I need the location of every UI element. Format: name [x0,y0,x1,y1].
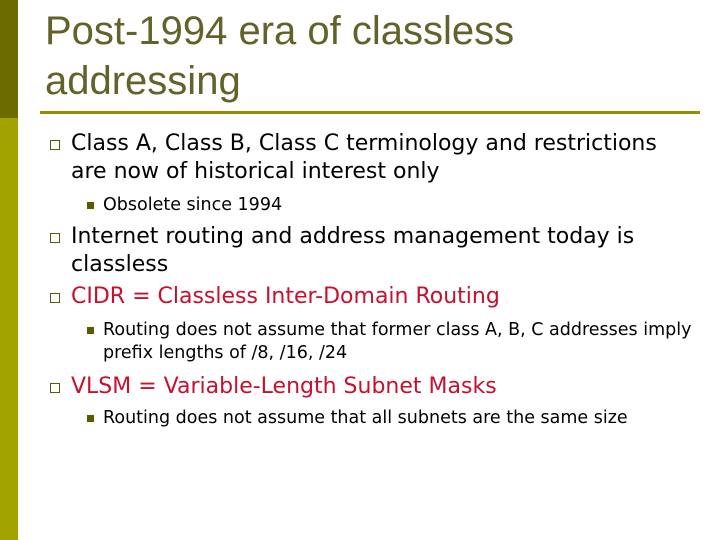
slide-title: Post-1994 era of classless addressing [45,9,515,103]
sub-bullet-item [45,194,695,217]
bullet-text: CIDR = Classless Inter-Domain Routing [71,284,500,309]
sub-bullet-item [45,407,695,430]
hollow-square-bullet-icon [50,383,60,393]
bullet-item-highlighted [45,373,695,401]
bullet-text: Class A, Class B, Class C terminology and restrictions are now of historical interest only [71,131,657,184]
sub-bullet-text: Obsolete since 1994 [103,195,283,215]
hollow-square-bullet-icon [50,293,60,303]
sub-bullet-text: Routing does not assume that former class A, B, C addresses imply prefix lengths of /8, /16, /24 [103,320,692,363]
filled-square-bullet-icon [87,415,94,422]
filled-square-bullet-icon [87,327,94,334]
title-divider [40,111,700,114]
bullet-list [45,130,695,430]
bullet-item-highlighted [45,283,695,311]
bullet-item [45,223,695,279]
bullet-text: Internet routing and address management today is classless [71,224,635,277]
sub-bullet-text: Routing does not assume that all subnets are the same size [103,408,628,428]
hollow-square-bullet-icon [50,233,60,243]
bullet-item [45,130,695,186]
left-accent-bar-dark [0,0,18,118]
filled-square-bullet-icon [87,202,94,209]
hollow-square-bullet-icon [50,140,60,150]
left-accent-bar-light [0,118,18,540]
bullet-text: VLSM = Variable-Length Subnet Masks [71,374,497,399]
sub-bullet-item [45,319,695,365]
